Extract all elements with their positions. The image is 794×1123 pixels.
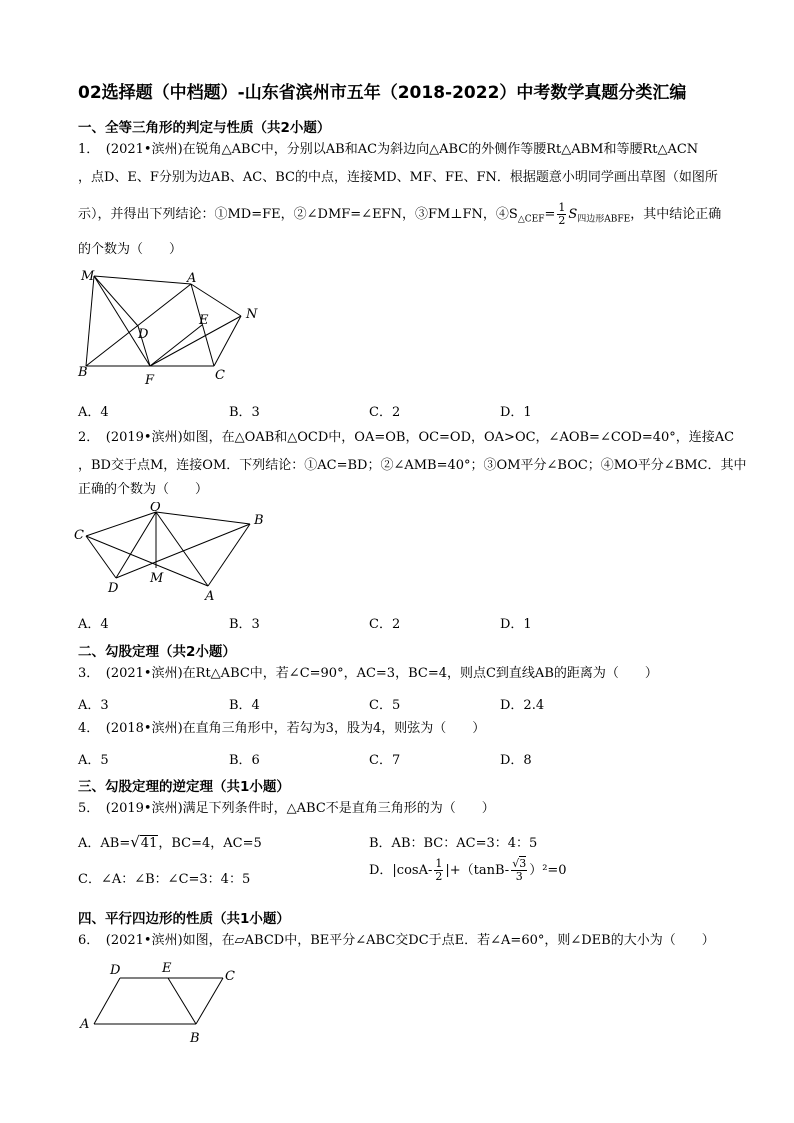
- page-title: 02选择题（中档题）-山东省滨州市五年（2018-2022）中考数学真题分类汇编: [78, 83, 687, 103]
- q2-seg-BD: [116, 524, 250, 578]
- q1-line-4: 的个数为（ ）: [78, 242, 183, 257]
- q5-option-d-post: ）²=0: [529, 863, 567, 878]
- q6-label-C: C: [225, 969, 235, 984]
- q2-label-A: A: [205, 589, 215, 604]
- q1-option-a: A．4: [78, 405, 109, 420]
- q6-label-D: D: [110, 963, 121, 978]
- q1-label-M: M: [81, 269, 95, 284]
- q1-seg-BA: [86, 284, 191, 366]
- sqrt-icon: √: [130, 833, 140, 851]
- q2-label-D: D: [108, 581, 119, 596]
- sqrt-icon: √: [512, 857, 520, 870]
- q6-label-E: E: [162, 961, 172, 976]
- q1-label-B: B: [78, 365, 88, 380]
- q1-label-F: F: [145, 373, 155, 388]
- q2-label-M: M: [150, 571, 164, 586]
- q5-option-d-pre: D．|cosA-: [369, 863, 433, 878]
- q6-figure: [76, 958, 246, 1050]
- q2-label-O: O: [150, 502, 161, 515]
- q5-option-b: B．AB：BC：AC=3：4：5: [369, 836, 538, 851]
- q3-option-d: D．2.4: [500, 698, 545, 713]
- q2-figure: [72, 502, 272, 604]
- q1-figure: [76, 268, 266, 390]
- section-heading-2: 二、勾股定理（共2小题）: [78, 644, 236, 660]
- q1-option-c: C．2: [369, 405, 401, 420]
- q2-label-C: C: [74, 528, 84, 543]
- q1-label-D: D: [138, 327, 149, 342]
- q1-label-N: N: [246, 307, 258, 322]
- q1-seg-MB: [86, 276, 94, 366]
- q5-option-a: [78, 832, 262, 851]
- q5-option-d: [369, 858, 567, 883]
- q2-line-1: 2． (2019•滨州)如图，在△OAB和△OCD中，OA=OB，OC=OD，OA>OC，∠AOB=∠COD=40°，连接AC: [78, 430, 735, 445]
- q1-seg-MF: [94, 276, 150, 366]
- q3-option-c: C．5: [369, 698, 401, 713]
- q2-option-b: B．3: [229, 617, 260, 632]
- q4-option-a: A．5: [78, 753, 109, 768]
- q5-line-1: 5． (2019•滨州)满足下列条件时，△ABC不是直角三角形的为（ ）: [78, 801, 495, 816]
- q3-option-a: A．3: [78, 698, 109, 713]
- q5-option-a-post: ，BC=4，AC=5: [158, 836, 262, 851]
- q2-option-d: D．1: [500, 617, 532, 632]
- q2-seg-OD: [116, 512, 156, 578]
- q5-option-d-mid: |+（tanB-: [445, 863, 510, 878]
- q1-line-1: 1． (2021•滨州)在锐角△ABC中，分别以AB和AC为斜边向△ABC的外侧作等腰Rt△ABM和等腰Rt△ACN: [78, 142, 699, 157]
- q1-seg-FE: [150, 325, 202, 366]
- section-heading-4: 四、平行四边形的性质（共1小题）: [78, 911, 290, 927]
- q3-option-b: B．4: [229, 698, 260, 713]
- q5-option-d-frac: [434, 858, 443, 883]
- q2-seg-OC: [86, 512, 156, 536]
- q1-seg-MA: [94, 276, 191, 284]
- q6-line-1: 6． (2021•滨州)如图，在▱ABCD中，BE平分∠ABC交DC于点E．若∠A=60°，则∠DEB的大小为（ ）: [78, 933, 715, 948]
- q1-s2: S: [568, 207, 578, 222]
- q1-sub-cef: △CEF: [517, 214, 545, 225]
- section-heading-1: 一、全等三角形的判定与性质（共2小题）: [78, 120, 331, 136]
- q1-sub-abfe: 四边形ABFE: [577, 214, 631, 225]
- q5-option-a-pre: A．AB=: [78, 836, 131, 851]
- q5-option-c: C．∠A：∠B：∠C=3：4：5: [78, 872, 251, 887]
- q1-line-3-end: ，其中结论正确: [630, 207, 722, 222]
- q5-option-a-radicand: 41: [140, 836, 158, 851]
- q6-seg-AD: [94, 978, 120, 1024]
- q5-d-frac-num: 1: [435, 857, 443, 870]
- q2-seg-BA: [208, 524, 250, 586]
- q2-seg-OB: [156, 512, 250, 524]
- q4-line-1: 4． (2018•滨州)在直角三角形中，若勾为3，股为4，则弦为（ ）: [78, 721, 486, 736]
- q5-option-d-root-frac: [511, 858, 527, 883]
- q2-option-c: C．2: [369, 617, 401, 632]
- q5-d-root-radicand: 3: [519, 857, 527, 870]
- q1-frac-den: 2: [558, 214, 566, 227]
- q1-line-3-text: 示），并得出下列结论：①MD=FE，②∠DMF=∠EFN，③FM⊥FN，④S: [78, 207, 518, 222]
- q1-label-C: C: [215, 368, 225, 383]
- q5-d-root-den: 3: [515, 870, 523, 883]
- q1-line-2: ，点D、E、F分别为边AB、AC、BC的中点，连接MD、MF、FE、FN．根据题意小明同学画出草图（如图所: [78, 170, 718, 185]
- q2-option-a: A．4: [78, 617, 109, 632]
- q6-seg-BC: [196, 978, 223, 1024]
- q1-seg-MD: [94, 276, 138, 326]
- q4-option-b: B．6: [229, 753, 260, 768]
- q2-label-B: B: [254, 513, 264, 528]
- q5-d-frac-den: 2: [435, 870, 443, 883]
- q6-seg-BE: [168, 978, 196, 1024]
- q3-line-1: 3． (2021•滨州)在Rt△ABC中，若∠C=90°，AC=3，BC=4，则点C到直线AB的距离为（ ）: [78, 666, 658, 681]
- q2-line-2: ，BD交于点M，连接OM．下列结论：①AC=BD；②∠AMB=40°；③OM平分∠BOC；④MO平分∠BMC．其中: [78, 458, 747, 473]
- q1-eq: =: [544, 207, 556, 222]
- q1-label-A: A: [187, 271, 197, 286]
- q4-option-d: D．8: [500, 753, 532, 768]
- q1-label-E: E: [199, 313, 209, 328]
- q1-line-3: [78, 202, 721, 230]
- q2-line-3: 正确的个数为（ ）: [78, 482, 209, 497]
- q1-option-d: D．1: [500, 405, 532, 420]
- q1-frac-num: 1: [558, 201, 566, 214]
- q1-fraction: [557, 202, 566, 227]
- q6-label-A: A: [80, 1017, 90, 1032]
- q6-label-B: B: [190, 1031, 200, 1046]
- section-heading-3: 三、勾股定理的逆定理（共1小题）: [78, 779, 290, 795]
- q1-option-b: B．3: [229, 405, 260, 420]
- q4-option-c: C．7: [369, 753, 401, 768]
